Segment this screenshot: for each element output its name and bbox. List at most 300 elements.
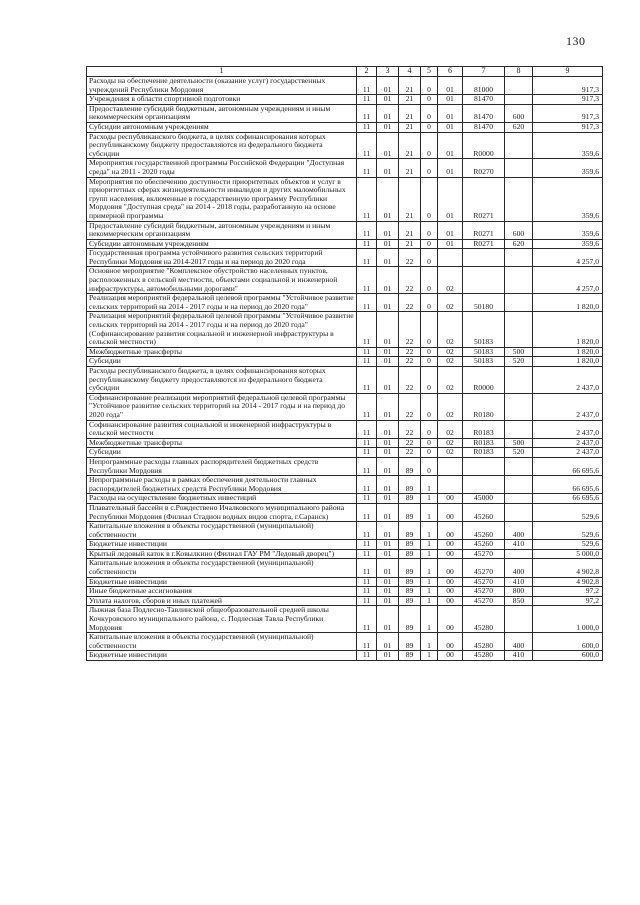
code-cell [463, 249, 505, 267]
column-header: 2 [357, 67, 377, 77]
row-name: Учреждения в области спортивной подготовки [87, 95, 357, 105]
code-cell: 800 [505, 587, 533, 597]
code-cell: R0000 [463, 132, 505, 159]
row-name: Предоставление субсидий бюджетным, автономным учреждениям и иным некоммерческим организациям [87, 221, 357, 239]
code-cell: 21 [399, 159, 421, 177]
code-cell [505, 95, 533, 105]
code-cell: 11 [357, 587, 377, 597]
code-cell: 11 [357, 221, 377, 239]
code-cell: 01 [438, 132, 463, 159]
code-cell: 1 [421, 633, 438, 651]
amount-cell: 359,6 [533, 221, 603, 239]
code-cell: 45280 [463, 606, 505, 633]
table-row [87, 367, 603, 394]
row-name: Софинансирование реализации мероприятий федеральной целевой программы "Устойчивое развитие сельских территорий на 2014 - 2017 годы и на период до 2020 года" [87, 393, 357, 420]
code-cell: 01 [438, 177, 463, 221]
code-cell: 00 [438, 587, 463, 597]
code-cell: 89 [399, 522, 421, 540]
code-cell: 22 [399, 249, 421, 267]
code-cell [505, 420, 533, 438]
amount-cell: 4 257,0 [533, 267, 603, 294]
amount-cell: 1 820,0 [533, 347, 603, 357]
row-name: Бюджетные инвестиции [87, 651, 357, 661]
code-cell: 620 [505, 239, 533, 249]
code-cell: 00 [438, 503, 463, 521]
amount-cell: 1 820,0 [533, 312, 603, 347]
amount-cell: 66 695,6 [533, 476, 603, 494]
code-cell: 850 [505, 596, 533, 606]
table-row [87, 177, 603, 221]
code-cell: 11 [357, 522, 377, 540]
table-row [87, 606, 603, 633]
table-row [87, 633, 603, 651]
table-row [87, 457, 603, 475]
column-header: 4 [399, 67, 421, 77]
row-name: Капитальные вложения в объекты государственной (муниципальной) собственности [87, 559, 357, 577]
amount-cell: 97,2 [533, 587, 603, 597]
code-cell: 00 [438, 651, 463, 661]
code-cell: 0 [421, 347, 438, 357]
row-name: Плавательный бассейн в с.Рождествено Ичалковского муниципального района Республики Мордовия (Филиал Стадион водных видов спорта, г.Саранск) [87, 503, 357, 521]
page-number: 130 [566, 34, 586, 48]
code-cell: 00 [438, 540, 463, 550]
code-cell: 01 [377, 457, 399, 475]
code-cell: 89 [399, 606, 421, 633]
table-row [87, 577, 603, 587]
code-cell: 01 [377, 559, 399, 577]
code-cell: 0 [421, 457, 438, 475]
code-cell: 81000 [463, 77, 505, 95]
code-cell: 22 [399, 438, 421, 448]
code-cell: 11 [357, 312, 377, 347]
table-row [87, 95, 603, 105]
code-cell: 21 [399, 77, 421, 95]
code-cell: 11 [357, 476, 377, 494]
code-cell: 01 [377, 438, 399, 448]
code-cell: 11 [357, 367, 377, 394]
code-cell: 45270 [463, 549, 505, 559]
table-row [87, 347, 603, 357]
code-cell: 89 [399, 549, 421, 559]
code-cell: 01 [377, 587, 399, 597]
code-cell: 0 [421, 357, 438, 367]
code-cell: 45270 [463, 587, 505, 597]
amount-cell: 359,6 [533, 132, 603, 159]
code-cell: 01 [377, 122, 399, 132]
code-cell: 01 [377, 357, 399, 367]
code-cell: 02 [438, 420, 463, 438]
code-cell: 01 [438, 95, 463, 105]
code-cell: 11 [357, 177, 377, 221]
table-row [87, 294, 603, 312]
code-cell: 0 [421, 249, 438, 267]
code-cell: 89 [399, 577, 421, 587]
code-cell: 45270 [463, 577, 505, 587]
code-cell: 50180 [463, 294, 505, 312]
code-cell: 0 [421, 239, 438, 249]
code-cell: 1 [421, 549, 438, 559]
amount-cell: 359,6 [533, 239, 603, 249]
code-cell: 01 [438, 104, 463, 122]
table-row [87, 267, 603, 294]
row-name: Лыжная база Подлесно-Тавлинской общеобразовательной средней школы Кочкуровского муниципального района, с. Подлесная Тавла Республики Мордовия [87, 606, 357, 633]
table-row [87, 221, 603, 239]
code-cell: 1 [421, 577, 438, 587]
row-name: Межбюджетные трансферты [87, 438, 357, 448]
code-cell: 00 [438, 494, 463, 504]
code-cell [463, 457, 505, 475]
table-row [87, 239, 603, 249]
code-cell: 620 [505, 122, 533, 132]
table-row [87, 596, 603, 606]
amount-cell: 529,6 [533, 540, 603, 550]
code-cell: 81470 [463, 95, 505, 105]
code-cell: 1 [421, 476, 438, 494]
code-cell: 01 [377, 651, 399, 661]
code-cell: 21 [399, 104, 421, 122]
code-cell: 21 [399, 132, 421, 159]
row-name: Расходы на осуществление бюджетных инвестиций [87, 494, 357, 504]
code-cell: 00 [438, 522, 463, 540]
code-cell: 00 [438, 559, 463, 577]
code-cell: 410 [505, 651, 533, 661]
amount-cell: 2 437,0 [533, 438, 603, 448]
code-cell: 11 [357, 104, 377, 122]
code-cell: 11 [357, 357, 377, 367]
row-name: Субсидии автономным учреждениям [87, 122, 357, 132]
code-cell [505, 476, 533, 494]
column-header: 9 [533, 67, 603, 77]
code-cell: 89 [399, 503, 421, 521]
row-name: Расходы на обеспечение деятельности (оказание услуг) государственных учреждений Республики Мордовия [87, 77, 357, 95]
code-cell: 11 [357, 651, 377, 661]
amount-cell: 2 437,0 [533, 393, 603, 420]
code-cell: 22 [399, 294, 421, 312]
code-cell: 01 [377, 104, 399, 122]
code-cell: 45280 [463, 651, 505, 661]
table-row [87, 249, 603, 267]
code-cell: 11 [357, 549, 377, 559]
code-cell: 50183 [463, 357, 505, 367]
code-cell: 50183 [463, 347, 505, 357]
code-cell: 22 [399, 312, 421, 347]
amount-cell: 1 820,0 [533, 357, 603, 367]
code-cell: 22 [399, 357, 421, 367]
code-cell: R0183 [463, 438, 505, 448]
amount-cell: 97,2 [533, 596, 603, 606]
code-cell: 02 [438, 438, 463, 448]
code-cell: R0271 [463, 177, 505, 221]
code-cell: 410 [505, 577, 533, 587]
code-cell: 11 [357, 95, 377, 105]
code-cell [505, 606, 533, 633]
row-name: Софинансирование развития социальной и инженерной инфраструктуры в сельской местности [87, 420, 357, 438]
amount-cell: 359,6 [533, 159, 603, 177]
code-cell: 0 [421, 221, 438, 239]
code-cell: 400 [505, 559, 533, 577]
code-cell: 01 [377, 540, 399, 550]
code-cell: 01 [438, 122, 463, 132]
code-cell: 01 [377, 494, 399, 504]
code-cell: 600 [505, 221, 533, 239]
code-cell: 01 [377, 221, 399, 239]
table-row [87, 476, 603, 494]
row-name: Межбюджетные трансферты [87, 347, 357, 357]
code-cell: R0000 [463, 367, 505, 394]
code-cell: 1 [421, 494, 438, 504]
code-cell: 1 [421, 596, 438, 606]
row-name: Реализация мероприятий федеральной целевой программы "Устойчивое развитие сельских территорий на 2014 - 2017 годы и на период до 2020 года" (Софинансирование развития социальной и инженерной инфраструктуры в сельской местности) [87, 312, 357, 347]
code-cell: 81470 [463, 122, 505, 132]
code-cell: 22 [399, 393, 421, 420]
code-cell: 89 [399, 596, 421, 606]
row-name: Крытый ледовый каток в г.Ковылкино (Филиал ГАУ РМ "Ледовый дворец") [87, 549, 357, 559]
amount-cell: 4 257,0 [533, 249, 603, 267]
amount-cell: 2 437,0 [533, 448, 603, 458]
column-header: 5 [421, 67, 438, 77]
code-cell: 02 [438, 393, 463, 420]
row-name: Непрограммные расходы главных распорядителей бюджетных средств Республики Мордовия [87, 457, 357, 475]
code-cell: 89 [399, 494, 421, 504]
table-row [87, 393, 603, 420]
row-name: Субсидии автономным учреждениям [87, 239, 357, 249]
row-name: Расходы республиканского бюджета, в целях софинансирования которых республиканскому бюджету предоставляются из федерального бюджета субсидии [87, 367, 357, 394]
code-cell: 45260 [463, 540, 505, 550]
code-cell: 01 [377, 95, 399, 105]
code-cell: 45260 [463, 503, 505, 521]
code-cell: 01 [438, 239, 463, 249]
amount-cell: 2 437,0 [533, 420, 603, 438]
code-cell: 0 [421, 159, 438, 177]
amount-cell: 917,3 [533, 122, 603, 132]
table-row [87, 420, 603, 438]
code-cell: 22 [399, 420, 421, 438]
row-name: Уплата налогов, сборов и иных платежей [87, 596, 357, 606]
code-cell: 01 [377, 367, 399, 394]
code-cell [505, 132, 533, 159]
table-row [87, 159, 603, 177]
table-row [87, 77, 603, 95]
code-cell: 11 [357, 494, 377, 504]
code-cell: 500 [505, 438, 533, 448]
amount-cell: 5 000,0 [533, 549, 603, 559]
amount-cell: 600,0 [533, 633, 603, 651]
code-cell [505, 549, 533, 559]
column-header: 3 [377, 67, 399, 77]
code-cell: 0 [421, 267, 438, 294]
code-cell: 01 [438, 221, 463, 239]
row-name: Основное мероприятие "Комплексное обустройство населенных пунктов, расположенных в сельской местности, объектами социальной и инженерной инфраструктуры, автомобильными дорогами" [87, 267, 357, 294]
table-row [87, 104, 603, 122]
code-cell: 21 [399, 122, 421, 132]
amount-cell: 529,6 [533, 503, 603, 521]
table-row [87, 549, 603, 559]
code-cell: 02 [438, 367, 463, 394]
code-cell: 89 [399, 540, 421, 550]
table-row [87, 540, 603, 550]
row-name: Капитальные вложения в объекты государственной (муниципальной) собственности [87, 633, 357, 651]
code-cell: R0271 [463, 221, 505, 239]
code-cell: 21 [399, 177, 421, 221]
code-cell: 520 [505, 357, 533, 367]
amount-cell: 359,6 [533, 177, 603, 221]
code-cell: 0 [421, 294, 438, 312]
row-name: Реализация мероприятий федеральной целевой программы "Устойчивое развитие сельских территорий на 2014 - 2017 годы и на период до 2020 года" [87, 294, 357, 312]
column-header: 1 [87, 67, 357, 77]
table-row [87, 312, 603, 347]
code-cell: 11 [357, 448, 377, 458]
code-cell: 01 [377, 312, 399, 347]
code-cell: 11 [357, 159, 377, 177]
code-cell: 0 [421, 122, 438, 132]
code-cell [505, 393, 533, 420]
row-name: Расходы республиканского бюджета, в целях софинансирования которых республиканскому бюджету предоставляются из федерального бюджета субсидии [87, 132, 357, 159]
code-cell: 500 [505, 347, 533, 357]
code-cell: 01 [377, 347, 399, 357]
code-cell: 11 [357, 457, 377, 475]
code-cell: 11 [357, 577, 377, 587]
row-name: Непрограммные расходы в рамках обеспечения деятельности главных распорядителей бюджетных средств Республики Мордовия [87, 476, 357, 494]
code-cell: 0 [421, 177, 438, 221]
code-cell: 1 [421, 503, 438, 521]
code-cell: 00 [438, 549, 463, 559]
code-cell: 400 [505, 522, 533, 540]
code-cell: 22 [399, 347, 421, 357]
code-cell: 0 [421, 95, 438, 105]
code-cell: 89 [399, 633, 421, 651]
code-cell: 11 [357, 249, 377, 267]
amount-cell: 4 902,8 [533, 577, 603, 587]
code-cell: R0271 [463, 239, 505, 249]
code-cell: 01 [438, 159, 463, 177]
code-cell: 11 [357, 540, 377, 550]
code-cell: 1 [421, 606, 438, 633]
amount-cell: 4 902,8 [533, 559, 603, 577]
table-row [87, 357, 603, 367]
code-cell: 0 [421, 77, 438, 95]
code-cell: 22 [399, 448, 421, 458]
code-cell: 11 [357, 122, 377, 132]
code-cell: 11 [357, 633, 377, 651]
code-cell: R0270 [463, 159, 505, 177]
code-cell [505, 249, 533, 267]
code-cell: 02 [438, 312, 463, 347]
code-cell: 01 [438, 77, 463, 95]
code-cell: 0 [421, 448, 438, 458]
code-cell [505, 267, 533, 294]
code-cell: 89 [399, 587, 421, 597]
code-cell: 02 [438, 448, 463, 458]
table-row [87, 448, 603, 458]
code-cell: 00 [438, 606, 463, 633]
code-cell: 00 [438, 577, 463, 587]
row-name: Субсидии [87, 357, 357, 367]
code-cell: 0 [421, 420, 438, 438]
code-cell: R0183 [463, 448, 505, 458]
table-row [87, 559, 603, 577]
row-name: Государственная программа устойчивого развития сельских территорий Республики Мордовия на 2014-2017 годы и на период до 2020 года [87, 249, 357, 267]
code-cell: 00 [438, 596, 463, 606]
code-cell: 45270 [463, 559, 505, 577]
table-row [87, 438, 603, 448]
code-cell: 01 [377, 633, 399, 651]
code-cell: 01 [377, 77, 399, 95]
code-cell: 01 [377, 393, 399, 420]
code-cell: 89 [399, 559, 421, 577]
code-cell: 1 [421, 651, 438, 661]
code-cell: 22 [399, 267, 421, 294]
row-name: Бюджетные инвестиции [87, 540, 357, 550]
table-row [87, 651, 603, 661]
code-cell: 01 [377, 159, 399, 177]
amount-cell: 917,3 [533, 95, 603, 105]
row-name: Предоставление субсидий бюджетным, автономным учреждениям и иным некоммерческим организациям [87, 104, 357, 122]
code-cell: 89 [399, 651, 421, 661]
code-cell [505, 159, 533, 177]
code-cell: 89 [399, 476, 421, 494]
code-cell: 21 [399, 221, 421, 239]
code-cell: 01 [377, 577, 399, 587]
code-cell: 0 [421, 104, 438, 122]
code-cell [505, 294, 533, 312]
code-cell: 11 [357, 239, 377, 249]
code-cell: 11 [357, 294, 377, 312]
code-cell [505, 312, 533, 347]
amount-cell: 1 820,0 [533, 294, 603, 312]
code-cell: 45260 [463, 522, 505, 540]
code-cell: 01 [377, 476, 399, 494]
code-cell: 11 [357, 347, 377, 357]
code-cell: 81470 [463, 104, 505, 122]
row-name: Капитальные вложения в объекты государственной (муниципальной) собственности [87, 522, 357, 540]
table-row [87, 503, 603, 521]
row-name: Мероприятия по обеспечению доступности приоритетных объектов и услуг в приоритетных сферах жизнедеятельности инвалидов и других маломобильных групп населения, включенные в государственную программу Республики Мордовия "Доступная среда" на 2014 - 2018 годы, разработанную на основе примерной программы [87, 177, 357, 221]
table-row [87, 122, 603, 132]
code-cell: 45280 [463, 633, 505, 651]
code-cell: 01 [377, 239, 399, 249]
code-cell [505, 367, 533, 394]
code-cell: 45270 [463, 596, 505, 606]
code-cell: 410 [505, 540, 533, 550]
code-cell: 21 [399, 239, 421, 249]
code-cell [463, 476, 505, 494]
code-cell: 01 [377, 549, 399, 559]
code-cell: 02 [438, 347, 463, 357]
code-cell: 400 [505, 633, 533, 651]
code-cell: 01 [377, 294, 399, 312]
code-cell: 11 [357, 393, 377, 420]
code-cell: 01 [377, 132, 399, 159]
code-cell [505, 457, 533, 475]
code-cell: 1 [421, 587, 438, 597]
code-cell: 600 [505, 104, 533, 122]
budget-table [86, 66, 603, 661]
code-cell: 1 [421, 559, 438, 577]
code-cell: 45000 [463, 494, 505, 504]
code-cell: 11 [357, 596, 377, 606]
column-header: 7 [463, 67, 505, 77]
table-row [87, 494, 603, 504]
code-cell: 0 [421, 393, 438, 420]
code-cell: 0 [421, 132, 438, 159]
column-header: 8 [505, 67, 533, 77]
amount-cell: 600,0 [533, 651, 603, 661]
code-cell: 01 [377, 522, 399, 540]
code-cell: 02 [438, 294, 463, 312]
code-cell: 11 [357, 438, 377, 448]
code-cell: 02 [438, 357, 463, 367]
code-cell: 21 [399, 95, 421, 105]
